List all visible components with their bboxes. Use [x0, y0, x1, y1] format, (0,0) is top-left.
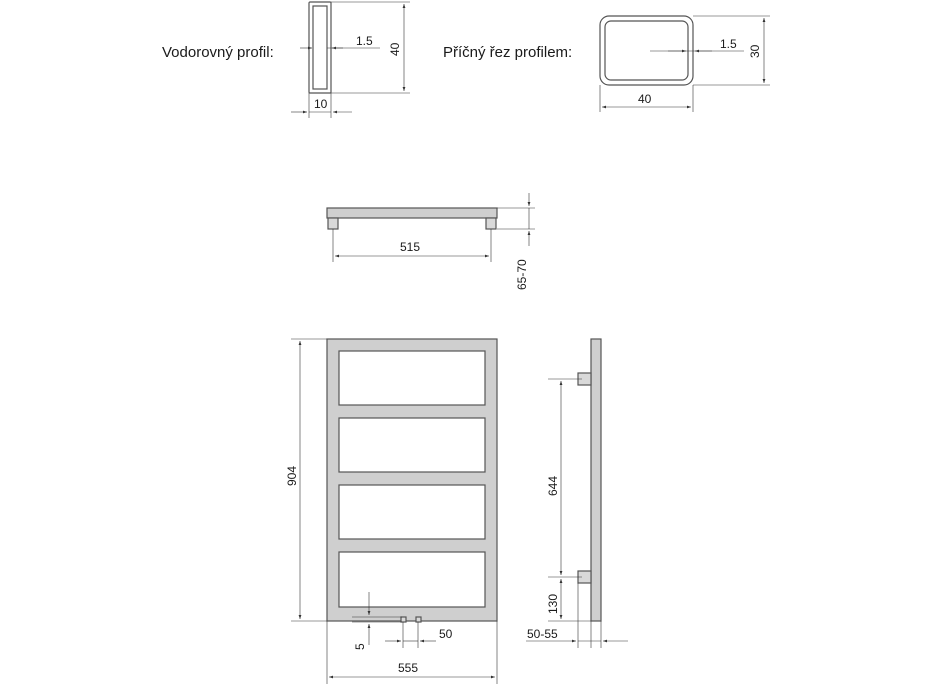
cross-inner — [605, 21, 688, 80]
front-width-label: 555 — [398, 661, 419, 675]
front-valve-left — [401, 617, 406, 622]
front-opening-3 — [339, 485, 485, 539]
side-bottom-label: 130 — [546, 593, 560, 614]
front-view — [285, 339, 497, 684]
side-gap-label: 50-55 — [527, 627, 558, 641]
top-width-label: 515 — [400, 240, 421, 254]
side-panel — [591, 339, 601, 621]
h-profile-width-label: 10 — [314, 97, 328, 111]
horizontal-profile-title: Vodorovný profil: — [162, 44, 274, 61]
top-bar — [327, 208, 497, 218]
cross-height-label: 30 — [748, 44, 762, 58]
top-bracket-left — [328, 218, 338, 229]
h-profile-inner — [313, 6, 327, 89]
side-spacing-label: 644 — [546, 475, 560, 496]
h-profile-wall-label: 1.5 — [356, 34, 373, 48]
side-view — [526, 339, 628, 648]
front-opening-1 — [339, 351, 485, 405]
front-pipe-label: 50 — [439, 627, 453, 641]
top-depth-label: 65-70 — [515, 259, 529, 290]
front-opening-2 — [339, 418, 485, 472]
front-height-label: 904 — [285, 465, 299, 486]
cross-section-view — [600, 16, 770, 112]
cross-width-label: 40 — [638, 92, 652, 106]
front-gap-label: 5 — [353, 643, 367, 650]
top-view — [327, 193, 535, 290]
horizontal-profile-view — [291, 2, 410, 118]
front-opening-4 — [339, 552, 485, 607]
top-bracket-right — [486, 218, 496, 229]
cross-wall-label: 1.5 — [720, 37, 737, 51]
cross-section-title: Příčný řez profilem: — [443, 44, 573, 61]
front-valve-right — [416, 617, 421, 622]
h-profile-height-label: 40 — [388, 42, 402, 56]
